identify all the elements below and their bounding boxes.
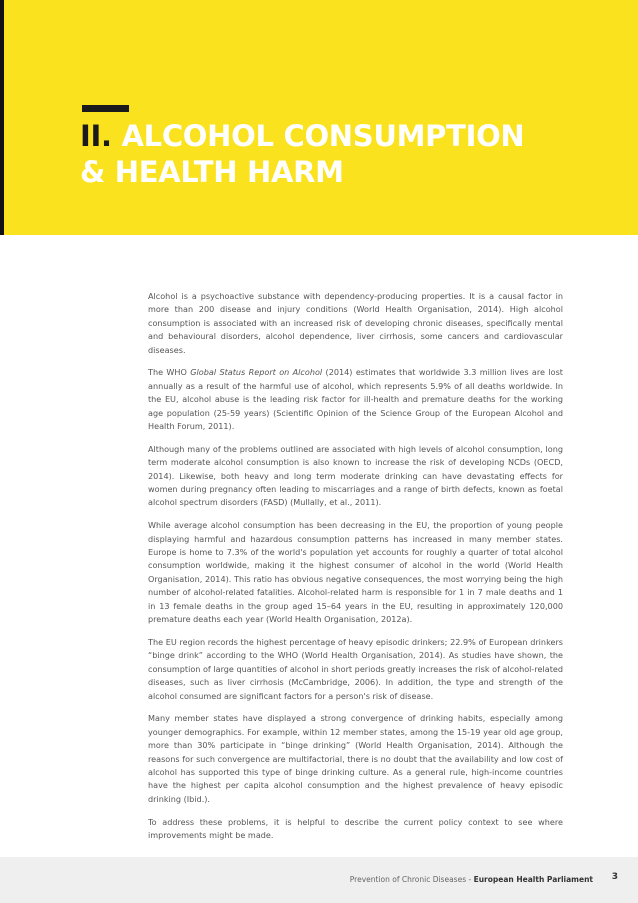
paragraph-7: To address these problems, it is helpful to describe the current policy context to see where improvements might be made. [148, 816, 563, 840]
paragraph-5: The EU region records the highest percentage of heavy episodic drinkers; 22.9% of European drinkers “binge drink” according to the WHO (World Health Organisation, 2014). As studies have shown, the consumption of large quantities of alcohol in short periods greatly increases the risk of alcohol-related diseases, such as liver cirrhosis (McCambridge, 2006). In addition, the type and strength of the alcohol consumed are significant factors for a person's risk of disease. [148, 636, 563, 701]
footer-organisation: European Health Parliament [473, 875, 593, 884]
section-numeral: II. [80, 119, 112, 153]
title-line-1: ALCOHOL CONSUMPTION [121, 119, 525, 153]
title-line-2: & HEALTH HARM [80, 155, 344, 189]
paragraph-4: While average alcohol consumption has been decreasing in the EU, the proportion of young people displaying harmful and hazardous consumption patterns has increased in many member states. Europe is home to 7.3% of the world's population yet accounts for roughly a quarter of total alcohol consumption worldwide, making it the highest consumer of alcohol in the world (World Health Organisation, 2014). This ratio has obvious negative consequences, the most worrying being the high number of alcohol-related fatalities. Alcohol-related harm is responsible for 1 in 7 male deaths and 1 in 13 female deaths in the group aged 15–64 years in the EU, resulting in approximately 120,000 premature deaths each year (World Health Organisation, 2012a). [148, 520, 563, 625]
paragraph-3: Although many of the problems outlined are associated with high levels of alcohol consumption, long term moderate alcohol consumption is also known to increase the risk of developing NCDs (OECD, 2014). Likewise, both heavy and long term moderate drinking can have devastating effects for women during pregnancy often leading to miscarriages and a range of birth defects, known as foetal alcohol spectrum disorders (FASD) (Mullally, et al., 2011). [148, 443, 563, 508]
footer-publication: Prevention of Chronic Diseases - [349, 875, 474, 884]
title-rule [82, 105, 129, 112]
page-number: 3 [611, 872, 618, 882]
body-text [148, 290, 563, 852]
paragraph-6: Many member states have displayed a strong convergence of drinking habits, especially among younger demographics. For example, within 12 member states, among the 15-19 year old age group, more than 30% participate in “binge drinking” (World Health Organisation, 2014). Although the reasons for such convergence are multifactorial, there is no doubt that the availability and low cost of alcohol has supported this type of binge drinking culture. As a general rule, high-income countries have the highest per capita alcohol consumption and the highest prevalence of heavy episodic drinking (Ibid.). [148, 713, 563, 804]
footer-text [350, 875, 593, 884]
paragraph-1: Alcohol is a psychoactive substance with dependency-producing properties. It is a causal factor in more than 200 disease and injury conditions (World Health Organisation, 2014). High alcohol consumption is associated with an increased risk of developing chronic diseases, specifically mental and behavioural disorders, alcohol dependence, liver cirrhosis, some cancers and cardiovascular diseases. [148, 291, 563, 355]
paragraph-2-prefix: The WHO [148, 367, 191, 378]
paragraph-2-suffix: (2014) estimates that worldwide 3.3 million lives are lost annually as a result of the harmful use of alcohol, which represents 5.9% of all deaths worldwide. In the EU, alcohol abuse is the leading risk factor for ill-health and premature deaths for the working age population (25-59 years) (Scientific Opinion of the Science Group of the European Alcohol and Health Forum, 2011). [148, 367, 563, 432]
section-title [80, 118, 600, 190]
paragraph-2 [148, 366, 563, 433]
report-title: Global Status Report on Alcohol [190, 367, 323, 378]
page-edge-strip [0, 0, 4, 235]
